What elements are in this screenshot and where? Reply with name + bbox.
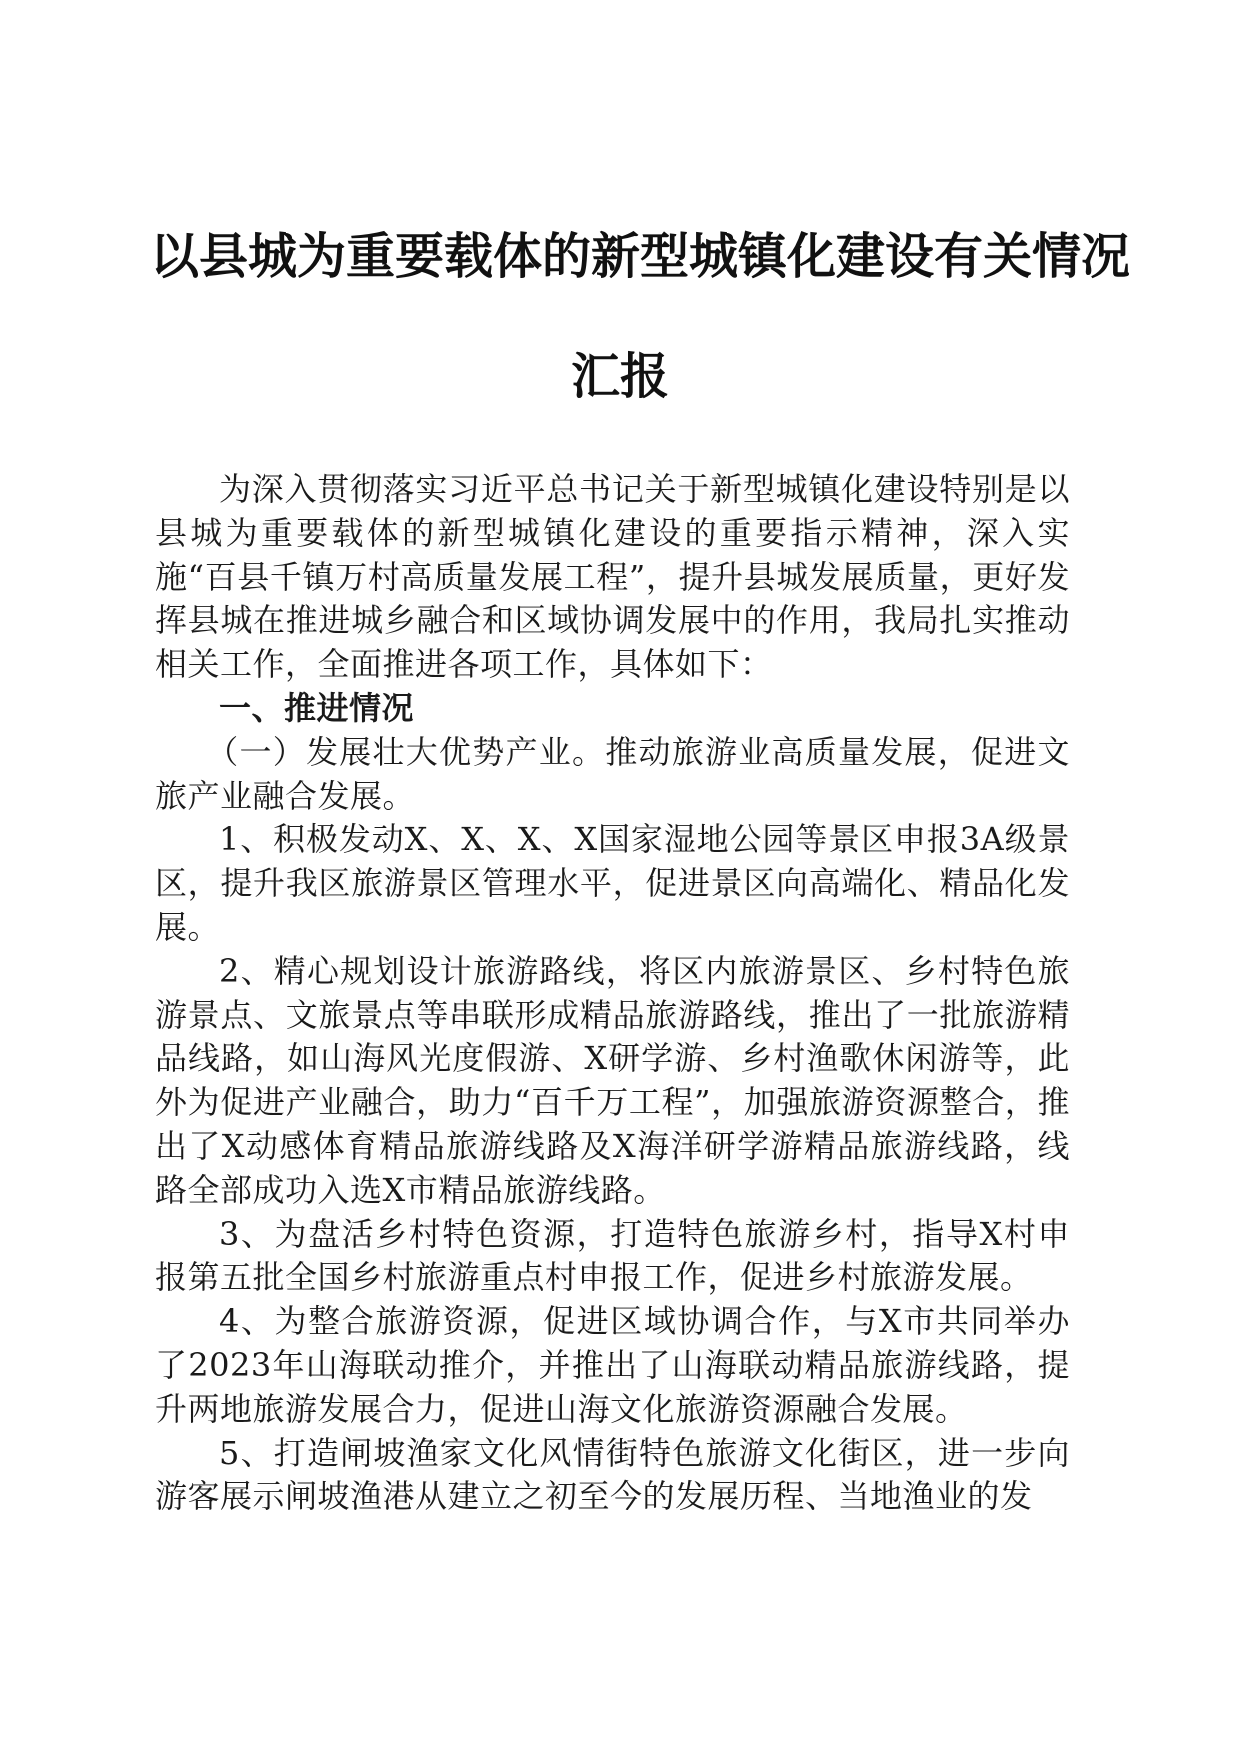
document-title-line1: 以县城为重要载体的新型城镇化建设有关情况 bbox=[150, 228, 1131, 285]
list-item-5: 5、打造闸坡渔家文化风情街特色旅游文化街区，进一步向游客展示闸坡渔港从建立之初至今的发展历程、当地渔业的发 bbox=[155, 1433, 1070, 1516]
document-title-line2: 汇报 bbox=[570, 348, 669, 405]
list-item-3: 3、为盘活乡村特色资源，打造特色旅游乡村，指导X村申报第五批全国乡村旅游重点村申报工作，促进乡村旅游发展。 bbox=[155, 1214, 1070, 1297]
list-item-2: 2、精心规划设计旅游路线，将区内旅游景区、乡村特色旅游景点、文旅景点等串联形成精品旅游路线，推出了一批旅游精品线路，如山海风光度假游、X研学游、乡村渔歌休闲游等，此外为促进产业融合，助力“百千万工程”，加强旅游资源整合，推出了X动感体育精品旅游线路及X海洋研学游精品旅游线路，线路全部成功入选X市精品旅游线路。 bbox=[155, 951, 1070, 1209]
section-heading: 一、推进情况 bbox=[219, 688, 415, 727]
intro-paragraph: 为深入贯彻落实习近平总书记关于新型城镇化建设特别是以县城为重要载体的新型城镇化建设的重要指示精神，深入实施“百县千镇万村高质量发展工程”，提升县城发展质量，更好发挥县城在推进城乡融合和区域协调发展中的作用，我局扎实推动相关工作，全面推进各项工作，具体如下： bbox=[155, 470, 1070, 684]
subsection-paragraph: （一）发展壮大优势产业。推动旅游业高质量发展，促进文旅产业融合发展。 bbox=[155, 732, 1070, 815]
document-body bbox=[155, 468, 1070, 1519]
list-item-4: 4、为整合旅游资源，促进区域协调合作，与X市共同举办了2023年山海联动推介，并推出了山海联动精品旅游线路，提升两地旅游发展合力，促进山海文化旅游资源融合发展。 bbox=[155, 1302, 1070, 1428]
list-item-1: 1、积极发动X、X、X、X国家湿地公园等景区申报3A级景区，提升我区旅游景区管理水平，促进景区向高端化、精品化发展。 bbox=[155, 820, 1070, 946]
